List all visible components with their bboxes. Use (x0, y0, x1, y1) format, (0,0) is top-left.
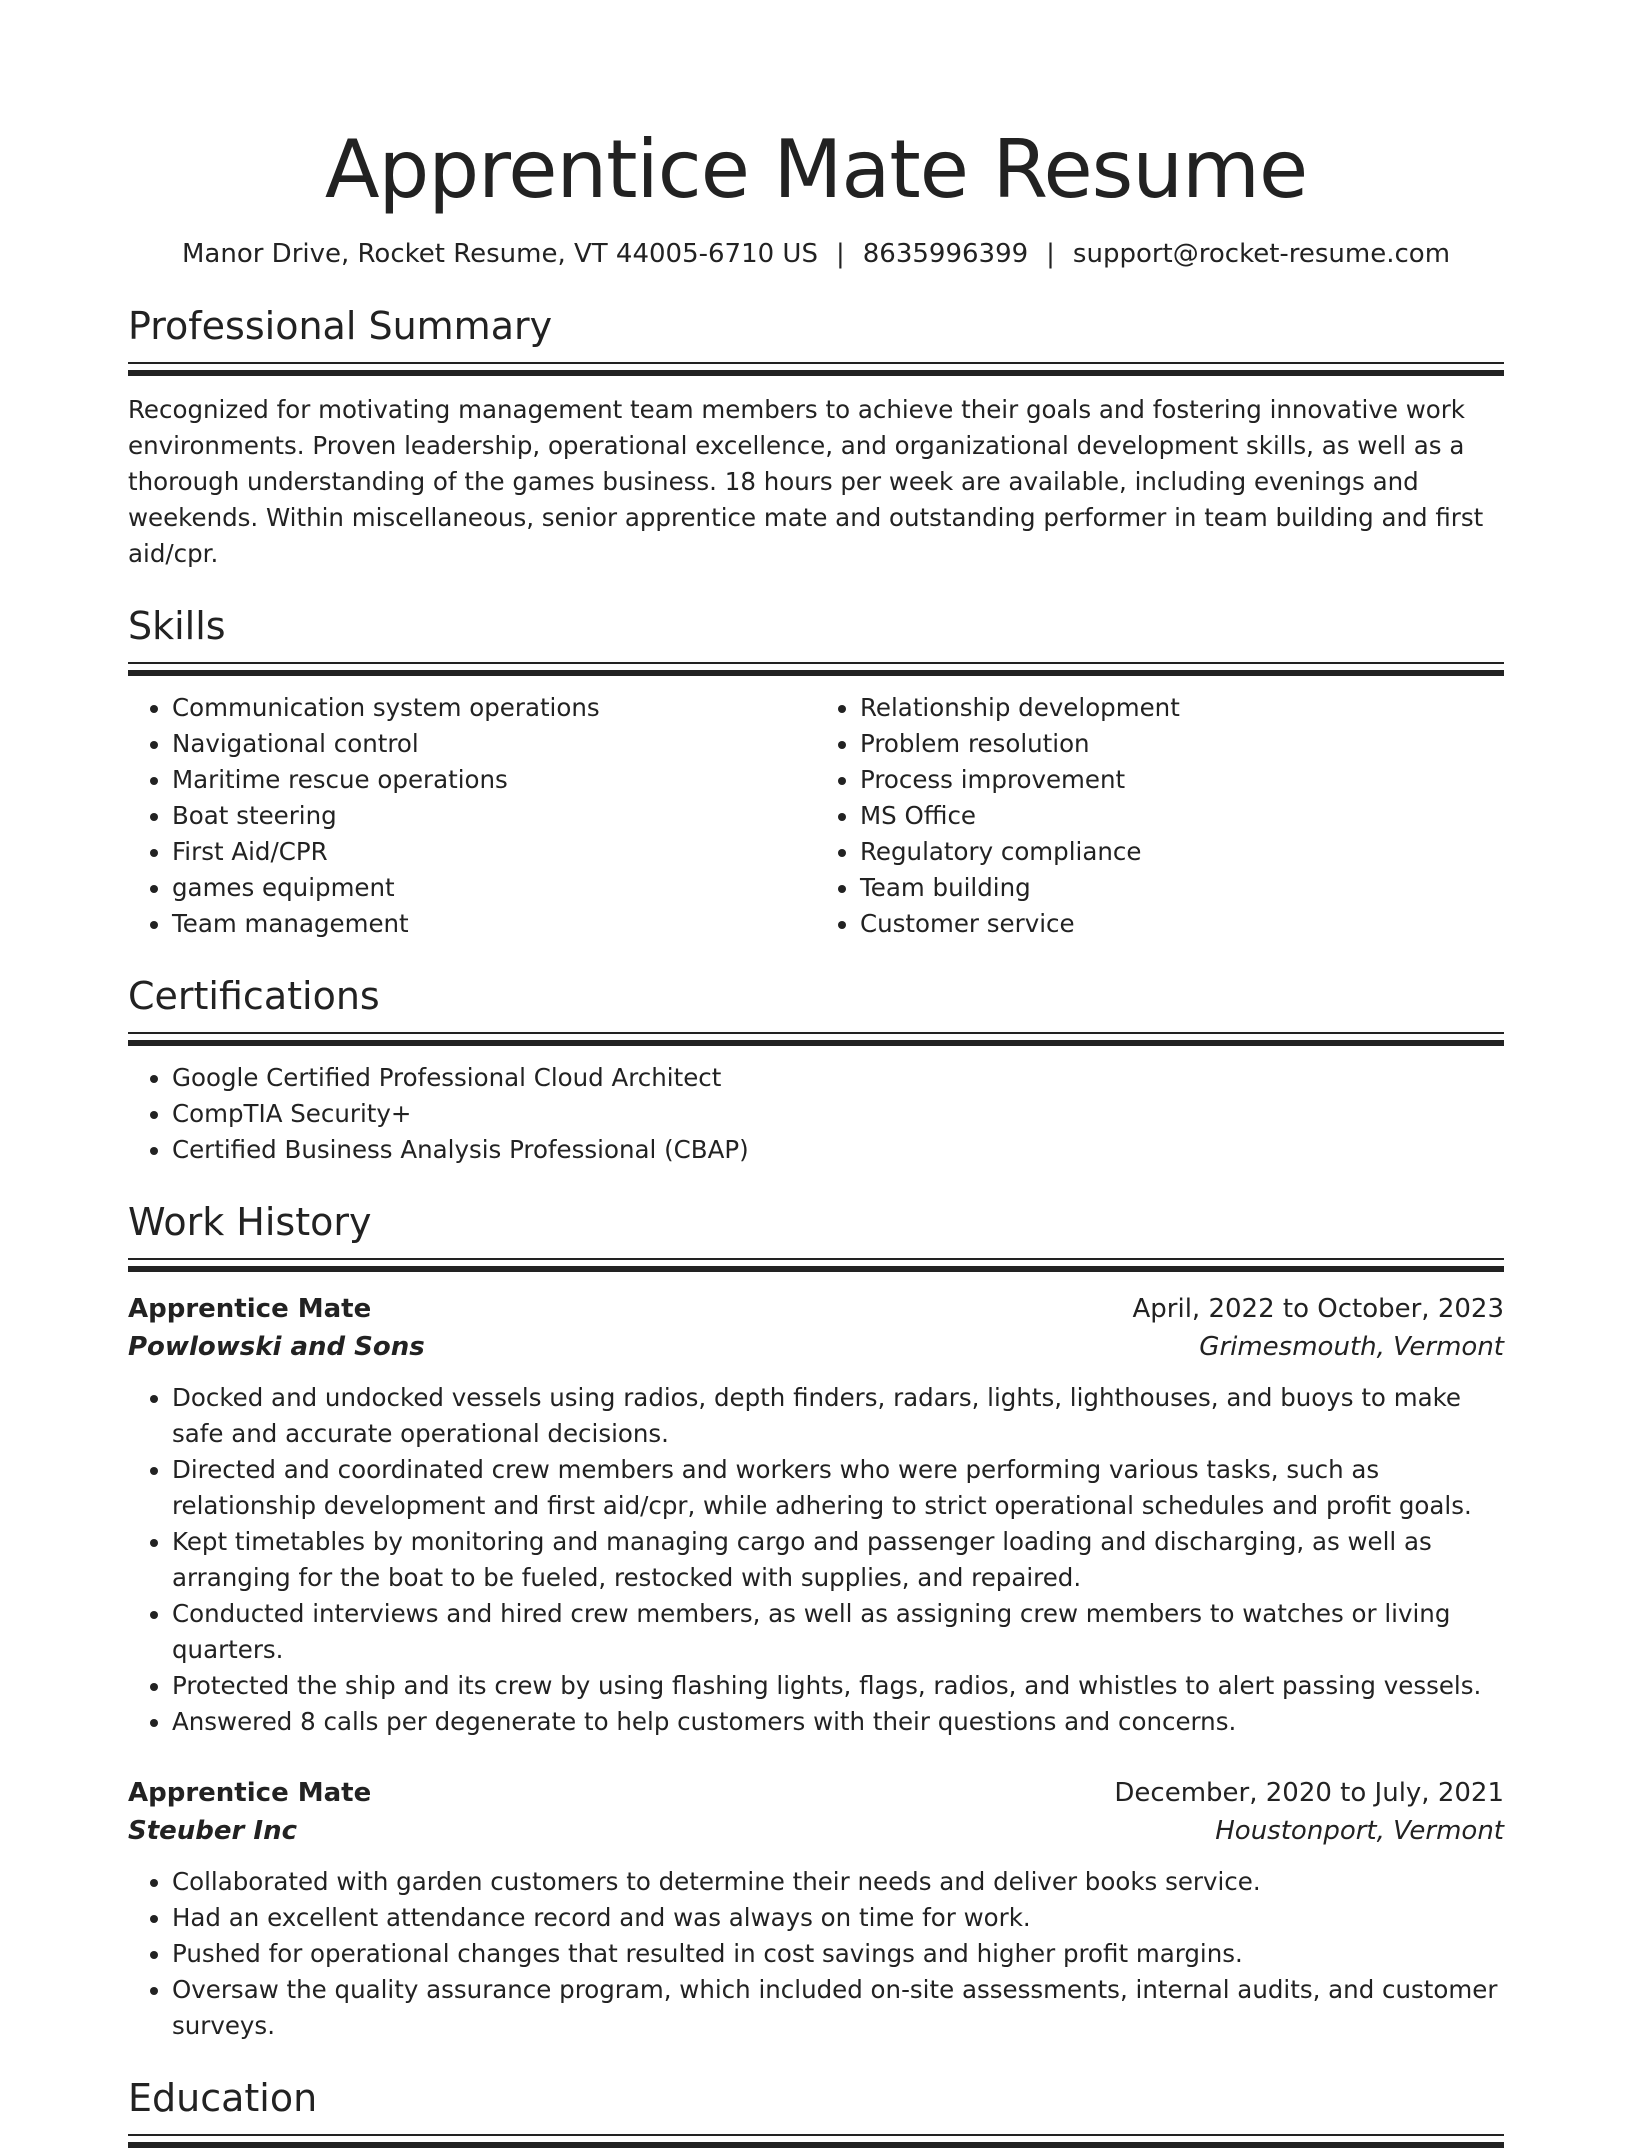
skill-item: • Customer service (860, 906, 1504, 942)
skill-item: • Boat steering (172, 798, 816, 834)
section-divider (128, 1258, 1504, 1272)
job-header-row (128, 1290, 1504, 1328)
section-title-summary: Professional Summary (128, 304, 553, 348)
certification-item: • CompTIA Security+ (172, 1096, 1504, 1132)
job-company-row (128, 1812, 1504, 1850)
skill-item: • Relationship development (860, 690, 1504, 726)
job-location: Grimesmouth, Vermont (1199, 1332, 1504, 1362)
skills-list-left (128, 690, 816, 942)
job-header-row (128, 1774, 1504, 1812)
job-company: Powlowski and Sons (128, 1332, 425, 1362)
section-title-skills: Skills (128, 604, 226, 648)
job-title: Apprentice Mate (128, 1778, 372, 1808)
section-title-work-history: Work History (128, 1200, 372, 1244)
section-divider (128, 662, 1504, 676)
skill-item: • First Aid/CPR (172, 834, 816, 870)
contact-separator: | (835, 239, 845, 269)
skill-item: • MS Office (860, 798, 1504, 834)
job-company: Steuber Inc (128, 1816, 298, 1846)
job-bullet: • Oversaw the quality assurance program, which included on-site assessments, internal audits, and customer surveys. (172, 1972, 1504, 2044)
skill-item: • Problem resolution (860, 726, 1504, 762)
skills-list-right (816, 690, 1504, 942)
job-dates: December, 2020 to July, 2021 (1114, 1778, 1504, 1808)
contact-line (128, 236, 1504, 272)
certifications-section (128, 972, 1504, 1168)
summary-text: Recognized for motivating management team members to achieve their goals and fostering innovative work environments. Proven leadership, operational excellence, and organizational development skills, as well as a thorough understanding of the games business. 18 hours per week are available, including evenings and weekends. Within miscellaneous, senior apprentice mate and outstanding performer in team building and first aid/cpr. (128, 395, 1484, 568)
job-location: Houstonport, Vermont (1215, 1816, 1504, 1846)
section-divider (128, 362, 1504, 376)
job-bullets (128, 1380, 1504, 1740)
job-bullet: • Had an excellent attendance record and was always on time for work. (172, 1900, 1504, 1936)
job-entry (128, 1774, 1504, 2044)
skill-item: • Maritime rescue operations (172, 762, 816, 798)
skill-item: • Regulatory compliance (860, 834, 1504, 870)
job-company-row (128, 1328, 1504, 1366)
job-dates: April, 2022 to October, 2023 (1132, 1294, 1504, 1324)
skills-section (128, 602, 1504, 942)
certification-item: • Google Certified Professional Cloud Architect (172, 1060, 1504, 1096)
contact-email: support@rocket-resume.com (1072, 239, 1451, 269)
job-bullet: • Directed and coordinated crew members and workers who were performing various tasks, such as relationship development and first aid/cpr, while adhering to strict operational schedules and profit goals. (172, 1452, 1504, 1524)
skill-item: • Navigational control (172, 726, 816, 762)
section-divider (128, 1032, 1504, 1046)
skill-item: • Process improvement (860, 762, 1504, 798)
job-bullet: • Collaborated with garden customers to determine their needs and deliver books service. (172, 1864, 1504, 1900)
skill-item: • Team building (860, 870, 1504, 906)
resume-page (128, 0, 1504, 2148)
job-entry (128, 1290, 1504, 1740)
skill-item: • Team management (172, 906, 816, 942)
skills-columns (128, 690, 1504, 942)
job-bullet: • Kept timetables by monitoring and managing cargo and passenger loading and discharging, as well as arranging for the boat to be fueled, restocked with supplies, and repaired. (172, 1524, 1504, 1596)
job-bullet: • Protected the ship and its crew by using flashing lights, flags, radios, and whistles to alert passing vessels. (172, 1668, 1504, 1704)
certification-item: • Certified Business Analysis Professional (CBAP) (172, 1132, 1504, 1168)
work-history-section (128, 1198, 1504, 2044)
job-bullet: • Pushed for operational changes that resulted in cost savings and higher profit margins. (172, 1936, 1504, 1972)
certifications-list (128, 1060, 1504, 1168)
contact-address: Manor Drive, Rocket Resume, VT 44005-6710 US (181, 239, 818, 269)
education-section (128, 2074, 1504, 2148)
contact-phone: 8635996399 (862, 239, 1029, 269)
section-divider (128, 2134, 1504, 2148)
skill-item: • Communication system operations (172, 690, 816, 726)
job-bullet: • Answered 8 calls per degenerate to help customers with their questions and concerns. (172, 1704, 1504, 1740)
job-bullet: • Docked and undocked vessels using radios, depth finders, radars, lights, lighthouses, and buoys to make safe and accurate operational decisions. (172, 1380, 1504, 1452)
summary-section (128, 302, 1504, 572)
contact-separator: | (1046, 239, 1055, 269)
job-title: Apprentice Mate (128, 1294, 372, 1324)
section-title-certifications: Certifications (128, 974, 380, 1018)
section-title-education: Education (128, 2076, 318, 2120)
skill-item: • games equipment (172, 870, 816, 906)
resume-title: Apprentice Mate Resume (324, 123, 1308, 216)
job-bullets (128, 1864, 1504, 2044)
job-bullet: • Conducted interviews and hired crew members, as well as assigning crew members to watches or living quarters. (172, 1596, 1504, 1668)
